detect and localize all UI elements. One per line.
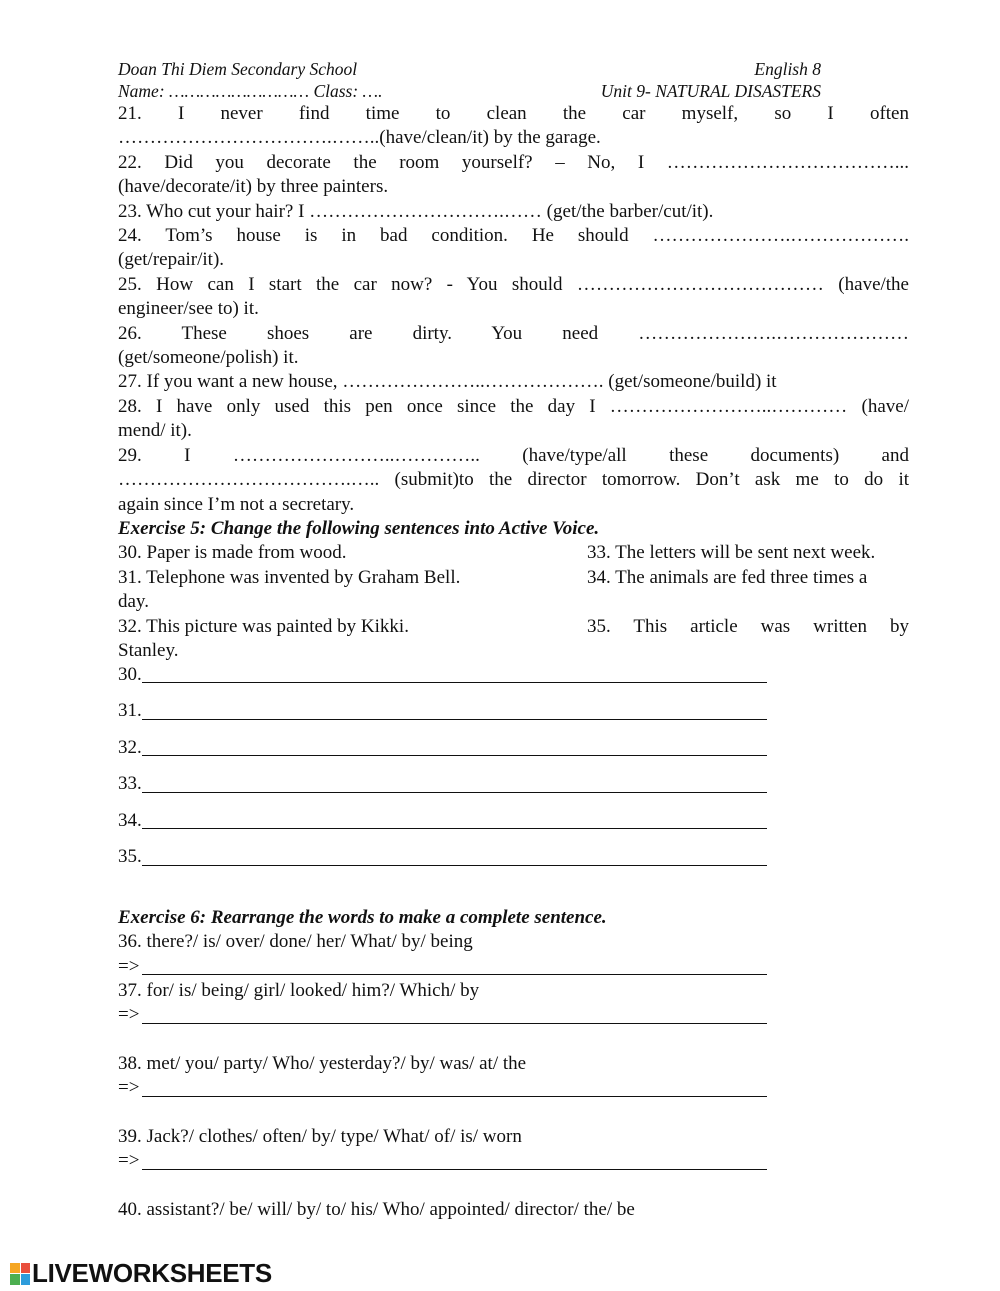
exercise-line: (get/repair/it).	[118, 249, 225, 271]
answer-row	[118, 797, 909, 834]
logo-square	[10, 1274, 20, 1285]
answer-number: 34.	[118, 809, 142, 831]
unit-title: Unit 9- NATURAL DISASTERS	[600, 81, 821, 101]
exercise-6-section	[118, 930, 909, 1222]
sentence-right	[587, 590, 909, 614]
name-class-field[interactable]: Name: ……………………… Class: ….	[118, 81, 383, 101]
answer-row	[118, 724, 909, 761]
exercise-line: (get/someone/polish) it.	[118, 347, 299, 369]
arrow-symbol: =>	[118, 1004, 140, 1026]
exercise-line: 22. Did you decorate the room yourself? – No, I ………………………………...	[118, 151, 909, 173]
sentence-right: 35. This article was written by	[587, 615, 909, 637]
rearrange-item: 38. met/ you/ party/ Who/ yesterday?/ by/ was/ at/ the	[118, 1052, 527, 1074]
answer-number: 35.	[118, 846, 142, 868]
answer-number: 32.	[118, 736, 142, 758]
answer-row	[118, 955, 909, 979]
answer-input-line[interactable]	[142, 1151, 767, 1170]
logo-square	[21, 1274, 31, 1285]
answer-input-line[interactable]	[142, 664, 767, 683]
sentence-row	[118, 590, 909, 614]
exercise-line: 26. These shoes are dirty. You need ………………….…………………	[118, 322, 909, 344]
sentence-row	[118, 541, 909, 565]
sentence-left: day.	[118, 591, 149, 613]
answer-input-line[interactable]	[142, 810, 767, 829]
logo-square	[21, 1263, 31, 1274]
subject-label: English 8	[754, 59, 821, 79]
logo-square	[10, 1263, 20, 1274]
exercise-line: 24. Tom’s house is in bad condition. He should ………………….……………….	[118, 225, 909, 247]
answer-input-line[interactable]	[142, 737, 767, 756]
answer-input-line[interactable]	[142, 1078, 767, 1097]
answer-number: 33.	[118, 773, 142, 795]
exercise-line: 25. How can I start the car now? - You should ………………………………… (have/the	[118, 273, 909, 295]
answer-input-line[interactable]	[142, 701, 767, 720]
spacer	[118, 1028, 909, 1052]
exercise-line: 21. I never find time to clean the car myself, so I often	[118, 103, 909, 124]
spacer	[118, 1174, 909, 1198]
arrow-symbol: =>	[118, 1077, 140, 1099]
rearrange-item: 36. there?/ is/ over/ done/ her/ What/ by/ being	[118, 931, 473, 953]
answer-row	[118, 663, 909, 687]
sentence-row	[118, 566, 909, 590]
sentence-right: 34. The animals are fed three times a	[587, 566, 868, 588]
sentence-right	[587, 639, 909, 663]
answer-number: 31.	[118, 700, 142, 722]
exercise-5-sentences	[118, 541, 909, 663]
exercise-line: 29. I ……………………..………….. (have/type/all these documents) and	[118, 444, 909, 466]
exercise-line: 27. If you want a new house, …………………..………………. (get/someone/build) it	[118, 371, 777, 393]
answer-row	[118, 1003, 909, 1027]
exercise-line: again since I’m not a secretary.	[118, 493, 355, 515]
answer-row	[118, 833, 909, 870]
header-row-2	[118, 80, 909, 102]
sentence-left: 30. Paper is made from wood.	[118, 542, 347, 564]
rearrange-item: 40. assistant?/ be/ will/ by/ to/ his/ Who/ appointed/ director/ the/ be	[118, 1198, 635, 1220]
rearrange-item: 39. Jack?/ clothes/ often/ by/ type/ What/ of/ is/ worn	[118, 1125, 522, 1147]
answer-row	[118, 1149, 909, 1173]
exercise-line: (have/decorate/it) by three painters.	[118, 176, 389, 198]
sentence-row	[118, 615, 909, 639]
logo-text: LIVEWORKSHEETS	[32, 1258, 272, 1288]
sentence-left: 32. This picture was painted by Kikki.	[118, 615, 409, 637]
header-row-1	[118, 58, 909, 80]
answer-row	[118, 1076, 909, 1100]
answer-input-line[interactable]	[142, 774, 767, 793]
answer-input-line[interactable]	[142, 847, 767, 866]
exercise-line: ……………………………….….. (submit)to the director tomorrow. Don’t ask me to do it	[118, 469, 909, 491]
logo-badge-icon	[10, 1263, 30, 1285]
spacer	[118, 870, 909, 906]
exercise-4-section	[118, 102, 909, 517]
rearrange-item: 37. for/ is/ being/ girl/ looked/ him?/ Which/ by	[118, 980, 480, 1002]
answer-number: 30.	[118, 663, 142, 685]
school-name: Doan Thi Diem Secondary School	[118, 59, 358, 79]
spacer	[118, 1101, 909, 1125]
exercise-line: 28. I have only used this pen once since the day I ……………………..………… (have/	[118, 395, 909, 417]
exercise-line: engineer/see to) it.	[118, 298, 259, 320]
arrow-symbol: =>	[118, 1150, 140, 1172]
answer-row	[118, 760, 909, 797]
arrow-symbol: =>	[118, 955, 140, 977]
exercise-5-answers	[118, 663, 909, 870]
exercise-5-title: Exercise 5: Change the following sentences into Active Voice.	[118, 517, 600, 539]
answer-row	[118, 687, 909, 724]
answer-input-line[interactable]	[142, 956, 767, 975]
liveworksheets-logo[interactable]	[10, 1258, 272, 1289]
answer-input-line[interactable]	[142, 1005, 767, 1024]
sentence-left: 31. Telephone was invented by Graham Bell.	[118, 566, 461, 588]
exercise-6-title: Exercise 6: Rearrange the words to make a complete sentence.	[118, 906, 607, 928]
sentence-left: Stanley.	[118, 639, 179, 661]
exercise-line: 23. Who cut your hair? I ………………………….…… (get/the barber/cut/it).	[118, 200, 714, 222]
sentence-right: 33. The letters will be sent next week.	[587, 542, 876, 564]
worksheet-page	[118, 58, 909, 1222]
exercise-line: …………………………….……..(have/clean/it) by the garage.	[118, 127, 601, 149]
exercise-line: mend/ it).	[118, 420, 192, 442]
sentence-row	[118, 639, 909, 663]
